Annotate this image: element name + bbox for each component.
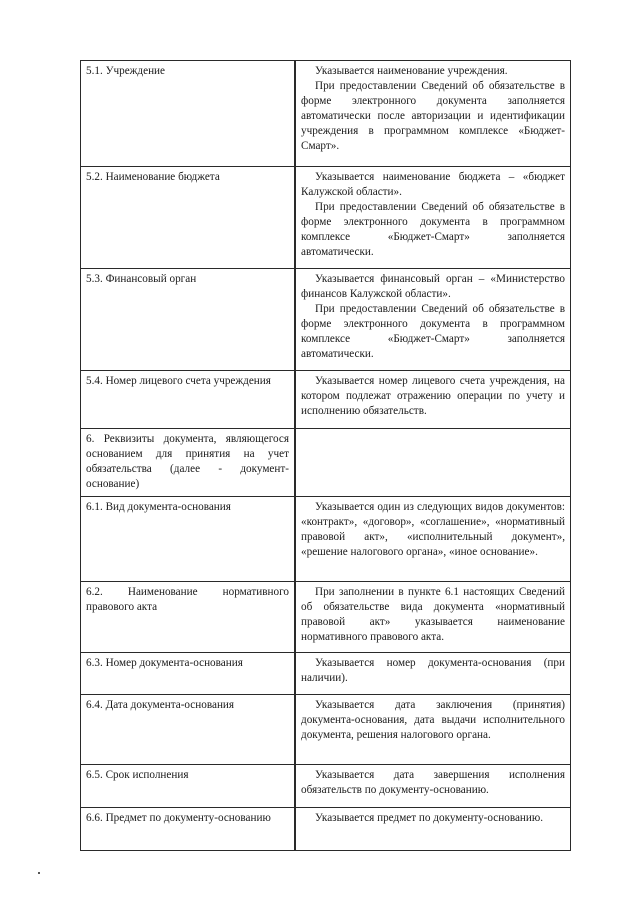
instructions-table xyxy=(80,60,571,851)
table-row xyxy=(81,582,571,653)
field-description-cell xyxy=(295,497,571,582)
field-label: 6.3. Номер документа-основания xyxy=(86,657,243,669)
table-row xyxy=(81,695,571,765)
field-label: 6. Реквизиты документа, являющегося основанием для принятия на учет обязательства (далее - документ-основание) xyxy=(86,433,289,491)
description-paragraph: При предоставлении Сведений об обязательстве в форме электронного документа заполняется автоматически после авторизации и идентификации учреждения в программном комплексе «Бюджет-Смарт». xyxy=(301,80,565,153)
field-label: 6.6. Предмет по документу-основанию xyxy=(86,812,271,824)
field-label-cell xyxy=(81,695,296,765)
field-label: 5.2. Наименование бюджета xyxy=(86,171,220,183)
table-body xyxy=(81,61,571,851)
field-label-cell xyxy=(81,497,296,582)
field-label-cell xyxy=(81,269,296,371)
field-description-cell xyxy=(295,429,571,497)
table-row xyxy=(81,765,571,808)
description-paragraph: Указывается номер документа-основания (при наличии). xyxy=(301,657,565,685)
description-paragraph: Указывается дата заключения (принятия) документа-основания, дата выдачи исполнительного документа, решения налогового органа. xyxy=(301,699,565,742)
scan-speck xyxy=(38,872,40,874)
table-row xyxy=(81,167,571,269)
field-label-cell xyxy=(81,582,296,653)
table-row xyxy=(81,653,571,695)
description-paragraph: Указывается один из следующих видов документов: «контракт», «договор», «соглашение», «нормативный правовой акт», «исполнительный документ», «решение налогового органа», «иное основание». xyxy=(301,501,565,559)
table-row xyxy=(81,429,571,497)
description-paragraph: При заполнении в пункте 6.1 настоящих Сведений об обязательстве вида документа «нормативный правовой акт» указывается наименование нормативного правового акта. xyxy=(301,586,565,644)
field-label-cell xyxy=(81,167,296,269)
field-description-cell xyxy=(295,808,571,851)
field-description-cell xyxy=(295,61,571,167)
table-row xyxy=(81,808,571,851)
field-description-cell xyxy=(295,695,571,765)
table-row xyxy=(81,269,571,371)
field-label: 6.5. Срок исполнения xyxy=(86,769,189,781)
field-description-cell xyxy=(295,582,571,653)
field-label: 6.4. Дата документа-основания xyxy=(86,699,235,711)
field-label-cell xyxy=(81,61,296,167)
field-description-cell xyxy=(295,269,571,371)
field-label: 5.1. Учреждение xyxy=(86,65,166,77)
description-paragraph: Указывается финансовый орган – «Министерство финансов Калужской области». xyxy=(301,273,565,301)
field-description-cell xyxy=(295,371,571,429)
description-paragraph: Указывается предмет по документу-основанию. xyxy=(315,812,544,824)
description-paragraph: При предоставлении Сведений об обязательстве в форме электронного документа в программном комплексе «Бюджет-Смарт» заполняется автоматически. xyxy=(301,201,565,259)
table-row xyxy=(81,61,571,167)
description-paragraph: Указывается наименование бюджета – «бюджет Калужской области». xyxy=(301,171,565,199)
field-label-cell xyxy=(81,765,296,808)
field-label: 5.4. Номер лицевого счета учреждения xyxy=(86,375,271,387)
field-label-cell xyxy=(81,808,296,851)
field-description-cell xyxy=(295,653,571,695)
field-label-cell xyxy=(81,371,296,429)
field-label-cell xyxy=(81,429,296,497)
field-label: 5.3. Финансовый орган xyxy=(86,273,197,285)
table-row xyxy=(81,497,571,582)
description-paragraph: При предоставлении Сведений об обязательстве в форме электронного документа в программном комплексе «Бюджет-Смарт» заполняется автоматически. xyxy=(301,303,565,361)
field-label: 6.1. Вид документа-основания xyxy=(86,501,231,513)
description-paragraph: Указывается наименование учреждения. xyxy=(315,65,508,77)
field-description-cell xyxy=(295,765,571,808)
field-description-cell xyxy=(295,167,571,269)
table-row xyxy=(81,371,571,429)
field-label-cell xyxy=(81,653,296,695)
description-paragraph: Указывается дата завершения исполнения обязательств по документу-основанию. xyxy=(301,769,565,797)
field-label: 6.2. Наименование нормативного правового акта xyxy=(86,586,289,614)
description-paragraph: Указывается номер лицевого счета учреждения, на котором подлежат отражению операции по учету и исполнению обязательств. xyxy=(301,375,565,418)
